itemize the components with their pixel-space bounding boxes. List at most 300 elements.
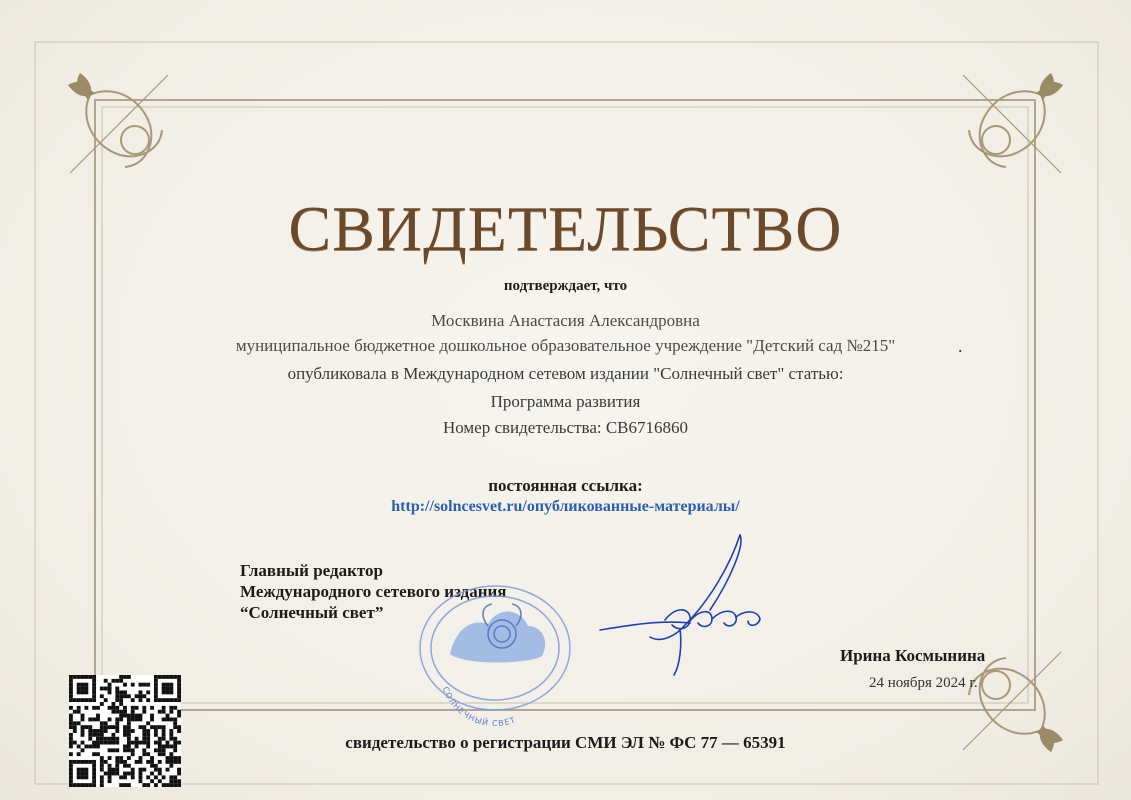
qr-module	[154, 725, 158, 729]
qr-module	[177, 679, 181, 683]
qr-module	[173, 706, 177, 710]
recipient-name: Москвина Анастасия Александровна	[431, 311, 700, 330]
qr-module	[96, 717, 100, 721]
qr-module	[139, 760, 143, 764]
qr-module	[92, 760, 96, 764]
qr-module	[158, 710, 162, 714]
qr-module	[77, 698, 81, 702]
qr-module	[84, 683, 88, 687]
qr-module	[115, 764, 119, 768]
qr-module	[127, 772, 131, 776]
qr-module	[146, 783, 150, 787]
qr-module	[108, 717, 112, 721]
qr-module	[73, 710, 77, 714]
qr-module	[123, 764, 127, 768]
qr-module	[166, 760, 170, 764]
qr-module	[150, 772, 154, 776]
fleur-de-lis-icon	[951, 55, 1081, 185]
qr-module	[139, 756, 143, 760]
qr-module	[131, 698, 135, 702]
qr-module	[77, 783, 81, 787]
qr-module	[115, 679, 119, 683]
qr-module	[127, 783, 131, 787]
qr-module	[77, 721, 81, 725]
qr-module	[88, 725, 92, 729]
qr-module	[111, 772, 115, 776]
qr-module	[135, 717, 139, 721]
qr-module	[77, 690, 81, 694]
qr-module	[162, 706, 166, 710]
qr-module	[154, 687, 158, 691]
qr-module	[150, 779, 154, 783]
qr-module	[127, 725, 131, 729]
qr-module	[162, 690, 166, 694]
qr-module	[88, 698, 92, 702]
qr-module	[154, 675, 158, 679]
qr-module	[115, 725, 119, 729]
qr-module	[81, 775, 85, 779]
qr-module	[84, 783, 88, 787]
qr-module	[115, 717, 119, 721]
qr-module	[104, 698, 108, 702]
qr-module	[119, 679, 123, 683]
qr-module	[177, 772, 181, 776]
qr-module	[123, 710, 127, 714]
qr-module	[73, 675, 77, 679]
qr-module	[166, 783, 170, 787]
qr-module	[139, 775, 143, 779]
qr-module	[166, 768, 170, 772]
qr-module	[142, 710, 146, 714]
qr-module	[119, 760, 123, 764]
qr-module	[123, 706, 127, 710]
qr-module	[69, 768, 73, 772]
qr-module	[108, 683, 112, 687]
qr-module	[123, 760, 127, 764]
qr-module	[73, 698, 77, 702]
qr-module	[92, 683, 96, 687]
qr-module	[146, 698, 150, 702]
qr-module	[111, 710, 115, 714]
qr-module	[115, 760, 119, 764]
article-title: Программа развития	[490, 392, 641, 411]
registration-text: свидетельство о регистрации СМИ ЭЛ № ФС 77 — 65391	[345, 733, 786, 752]
qr-module	[104, 725, 108, 729]
qr-module	[123, 772, 127, 776]
qr-module	[92, 706, 96, 710]
qr-module	[100, 764, 104, 768]
qr-module	[100, 694, 104, 698]
qr-module	[100, 775, 104, 779]
qr-module	[166, 675, 170, 679]
qr-module	[169, 698, 173, 702]
qr-module	[131, 717, 135, 721]
signer-name: Ирина Космынина	[840, 646, 986, 665]
qr-module	[96, 706, 100, 710]
qr-module	[146, 775, 150, 779]
qr-module	[173, 675, 177, 679]
qr-module	[142, 694, 146, 698]
qr-module	[81, 683, 85, 687]
qr-module	[139, 683, 143, 687]
qr-module	[115, 694, 119, 698]
qr-module	[150, 714, 154, 718]
qr-module	[127, 717, 131, 721]
qr-module	[177, 698, 181, 702]
qr-module	[162, 698, 166, 702]
qr-module	[131, 768, 135, 772]
qr-module	[108, 756, 112, 760]
qr-module	[92, 779, 96, 783]
qr-module	[77, 706, 81, 710]
qr-module	[69, 775, 73, 779]
published-text: опубликовала в Международном сетевом издании "Солнечный свет" статью:	[287, 364, 844, 383]
qr-module	[81, 698, 85, 702]
qr-module	[69, 760, 73, 764]
qr-module	[154, 764, 158, 768]
qr-module	[139, 694, 143, 698]
qr-module	[69, 683, 73, 687]
qr-module	[100, 779, 104, 783]
qr-module	[104, 772, 108, 776]
qr-module	[142, 783, 146, 787]
qr-module	[169, 710, 173, 714]
qr-module	[108, 764, 112, 768]
qr-module	[150, 725, 154, 729]
qr-module	[142, 725, 146, 729]
qr-module	[177, 690, 181, 694]
qr-module	[162, 710, 166, 714]
qr-module	[154, 698, 158, 702]
qr-module	[158, 675, 162, 679]
qr-module	[115, 687, 119, 691]
qr-module	[81, 783, 85, 787]
qr-module	[150, 706, 154, 710]
qr-module	[104, 679, 108, 683]
qr-module	[81, 675, 85, 679]
qr-module	[81, 690, 85, 694]
qr-module	[108, 706, 112, 710]
qr-module	[154, 783, 158, 787]
qr-module	[154, 694, 158, 698]
qr-module	[131, 706, 135, 710]
qr-module	[177, 768, 181, 772]
qr-module	[119, 694, 123, 698]
qr-module	[154, 775, 158, 779]
qr-module	[119, 710, 123, 714]
qr-module	[127, 764, 131, 768]
qr-module	[108, 768, 112, 772]
qr-module	[154, 768, 158, 772]
qr-module	[108, 725, 112, 729]
qr-module	[69, 706, 73, 710]
qr-module	[119, 775, 123, 779]
qr-module	[84, 706, 88, 710]
qr-module	[69, 764, 73, 768]
qr-module	[177, 760, 181, 764]
qr-module	[169, 706, 173, 710]
qr-module	[119, 698, 123, 702]
qr-module	[131, 683, 135, 687]
qr-module	[100, 756, 104, 760]
qr-module	[173, 717, 177, 721]
qr-module	[77, 772, 81, 776]
confirms-text: подтверждает, что	[503, 278, 628, 294]
qr-module	[169, 760, 173, 764]
qr-module	[69, 690, 73, 694]
qr-module	[81, 687, 85, 691]
qr-module	[169, 775, 173, 779]
qr-module	[162, 683, 166, 687]
qr-module	[69, 675, 73, 679]
qr-module	[146, 690, 150, 694]
qr-module	[177, 710, 181, 714]
qr-module	[77, 683, 81, 687]
qr-module	[135, 694, 139, 698]
fleur-de-lis-icon	[50, 55, 180, 185]
qr-module	[173, 698, 177, 702]
qr-module	[69, 721, 73, 725]
qr-module	[127, 714, 131, 718]
qr-module	[69, 679, 73, 683]
qr-module	[73, 783, 77, 787]
qr-module	[169, 675, 173, 679]
signature	[590, 525, 790, 695]
qr-module	[173, 721, 177, 725]
qr-module	[69, 687, 73, 691]
editor-line-3: “Солнечный свет”	[240, 603, 384, 622]
qr-module	[158, 725, 162, 729]
qr-module	[111, 725, 115, 729]
qr-module	[92, 687, 96, 691]
qr-module	[92, 775, 96, 779]
qr-module	[111, 679, 115, 683]
qr-module	[173, 775, 177, 779]
qr-module	[173, 760, 177, 764]
qr-module	[162, 775, 166, 779]
qr-module	[100, 687, 104, 691]
qr-module	[166, 714, 170, 718]
qr-module	[108, 772, 112, 776]
qr-module	[158, 768, 162, 772]
permalink-label: постоянная ссылка:	[488, 476, 643, 495]
qr-module	[108, 690, 112, 694]
qr-module	[104, 760, 108, 764]
qr-module	[135, 714, 139, 718]
qr-module	[81, 760, 85, 764]
qr-module	[81, 714, 85, 718]
qr-module	[81, 768, 85, 772]
qr-module	[77, 775, 81, 779]
qr-module	[135, 760, 139, 764]
qr-module	[123, 675, 127, 679]
qr-module	[139, 779, 143, 783]
qr-module	[88, 760, 92, 764]
qr-module	[169, 683, 173, 687]
qr-module	[92, 675, 96, 679]
qr-module	[127, 756, 131, 760]
qr-module	[131, 710, 135, 714]
qr-module	[123, 714, 127, 718]
qr-module	[135, 706, 139, 710]
qr-module	[166, 717, 170, 721]
qr-module	[115, 710, 119, 714]
seal-text: СОЛНЕЧНЫЙ СВЕТ	[440, 685, 518, 726]
qr-module	[158, 779, 162, 783]
qr-module	[115, 698, 119, 702]
qr-module	[177, 694, 181, 698]
qr-module	[154, 679, 158, 683]
qr-module	[169, 783, 173, 787]
qr-module	[69, 714, 73, 718]
permalink-link[interactable]: http://solncesvet.ru/опубликованные-материалы/	[391, 498, 740, 515]
qr-module	[88, 783, 92, 787]
qr-module	[169, 690, 173, 694]
qr-module	[146, 683, 150, 687]
qr-module	[142, 706, 146, 710]
qr-module	[123, 690, 127, 694]
qr-module	[115, 706, 119, 710]
qr-module	[111, 702, 115, 706]
qr-module	[166, 687, 170, 691]
editor-line-1: Главный редактор	[240, 561, 383, 580]
qr-module	[146, 760, 150, 764]
qr-module	[119, 756, 123, 760]
qr-module	[177, 687, 181, 691]
qr-module	[115, 772, 119, 776]
qr-module	[119, 714, 123, 718]
qr-module	[84, 768, 88, 772]
qr-module	[115, 690, 119, 694]
qr-module	[77, 675, 81, 679]
qr-module	[108, 779, 112, 783]
qr-module	[84, 690, 88, 694]
qr-module	[139, 768, 143, 772]
qr-module	[100, 760, 104, 764]
qr-module	[92, 679, 96, 683]
qr-module	[123, 683, 127, 687]
qr-module	[115, 756, 119, 760]
qr-module	[92, 717, 96, 721]
qr-module	[84, 698, 88, 702]
qr-module	[139, 714, 143, 718]
qr-module	[119, 690, 123, 694]
qr-module	[131, 775, 135, 779]
qr-module	[166, 698, 170, 702]
issue-date: 24 ноября 2024 г.	[869, 675, 978, 691]
qr-module	[119, 783, 123, 787]
qr-module	[73, 725, 77, 729]
organization-text: муниципальное бюджетное дошкольное образовательное учреждение "Детский сад №215"	[235, 336, 896, 355]
qr-module	[104, 687, 108, 691]
publisher-seal	[410, 576, 580, 726]
qr-module	[69, 717, 73, 721]
qr-module	[92, 783, 96, 787]
qr-module	[169, 717, 173, 721]
qr-module	[108, 775, 112, 779]
qr-module	[100, 783, 104, 787]
qr-module	[173, 783, 177, 787]
qr-module	[111, 706, 115, 710]
qr-module	[177, 714, 181, 718]
qr-module	[77, 768, 81, 772]
qr-module	[142, 683, 146, 687]
qr-module	[139, 698, 143, 702]
qr-module	[127, 694, 131, 698]
qr-module	[127, 675, 131, 679]
qr-module	[84, 725, 88, 729]
qr-module	[73, 760, 77, 764]
qr-module	[177, 783, 181, 787]
qr-module	[150, 764, 154, 768]
qr-module	[131, 772, 135, 776]
qr-module	[119, 702, 123, 706]
qr-module	[166, 756, 170, 760]
qr-module	[150, 756, 154, 760]
qr-module	[104, 721, 108, 725]
qr-module	[139, 717, 143, 721]
qr-module	[139, 690, 143, 694]
qr-module	[123, 725, 127, 729]
qr-module	[139, 772, 143, 776]
qr-module	[166, 683, 170, 687]
certificate-title: СВИДЕТЕЛЬСТВО	[288, 193, 843, 264]
qr-module	[88, 717, 92, 721]
qr-module	[139, 725, 143, 729]
qr-module	[150, 760, 154, 764]
qr-module	[111, 768, 115, 772]
qr-module	[115, 768, 119, 772]
qr-module	[115, 721, 119, 725]
qr-module	[77, 710, 81, 714]
qr-module	[173, 779, 177, 783]
qr-module	[69, 772, 73, 776]
qr-module	[123, 694, 127, 698]
qr-module	[84, 772, 88, 776]
qr-module	[162, 725, 166, 729]
qr-module	[177, 675, 181, 679]
qr-module	[92, 764, 96, 768]
qr-module	[162, 675, 166, 679]
qr-module	[158, 698, 162, 702]
qr-module	[177, 725, 181, 729]
qr-module	[108, 687, 112, 691]
qr-module	[162, 687, 166, 691]
qr-module	[177, 779, 181, 783]
qr-module	[69, 783, 73, 787]
qr-module	[92, 698, 96, 702]
editor-line-2: Международного сетевого издания	[240, 582, 507, 601]
qr-code-icon[interactable]	[69, 675, 181, 787]
qr-module	[162, 717, 166, 721]
qr-module	[69, 779, 73, 783]
qr-module	[173, 725, 177, 729]
qr-module	[119, 675, 123, 679]
qr-module	[150, 717, 154, 721]
qr-module	[81, 725, 85, 729]
qr-module	[123, 775, 127, 779]
qr-module	[154, 683, 158, 687]
qr-module	[177, 683, 181, 687]
qr-module	[84, 775, 88, 779]
qr-module	[119, 717, 123, 721]
qr-module	[84, 760, 88, 764]
certificate-number: Номер свидетельства: СВ6716860	[442, 418, 689, 437]
qr-module	[131, 714, 135, 718]
qr-module	[100, 768, 104, 772]
qr-module	[158, 760, 162, 764]
qr-module	[77, 687, 81, 691]
